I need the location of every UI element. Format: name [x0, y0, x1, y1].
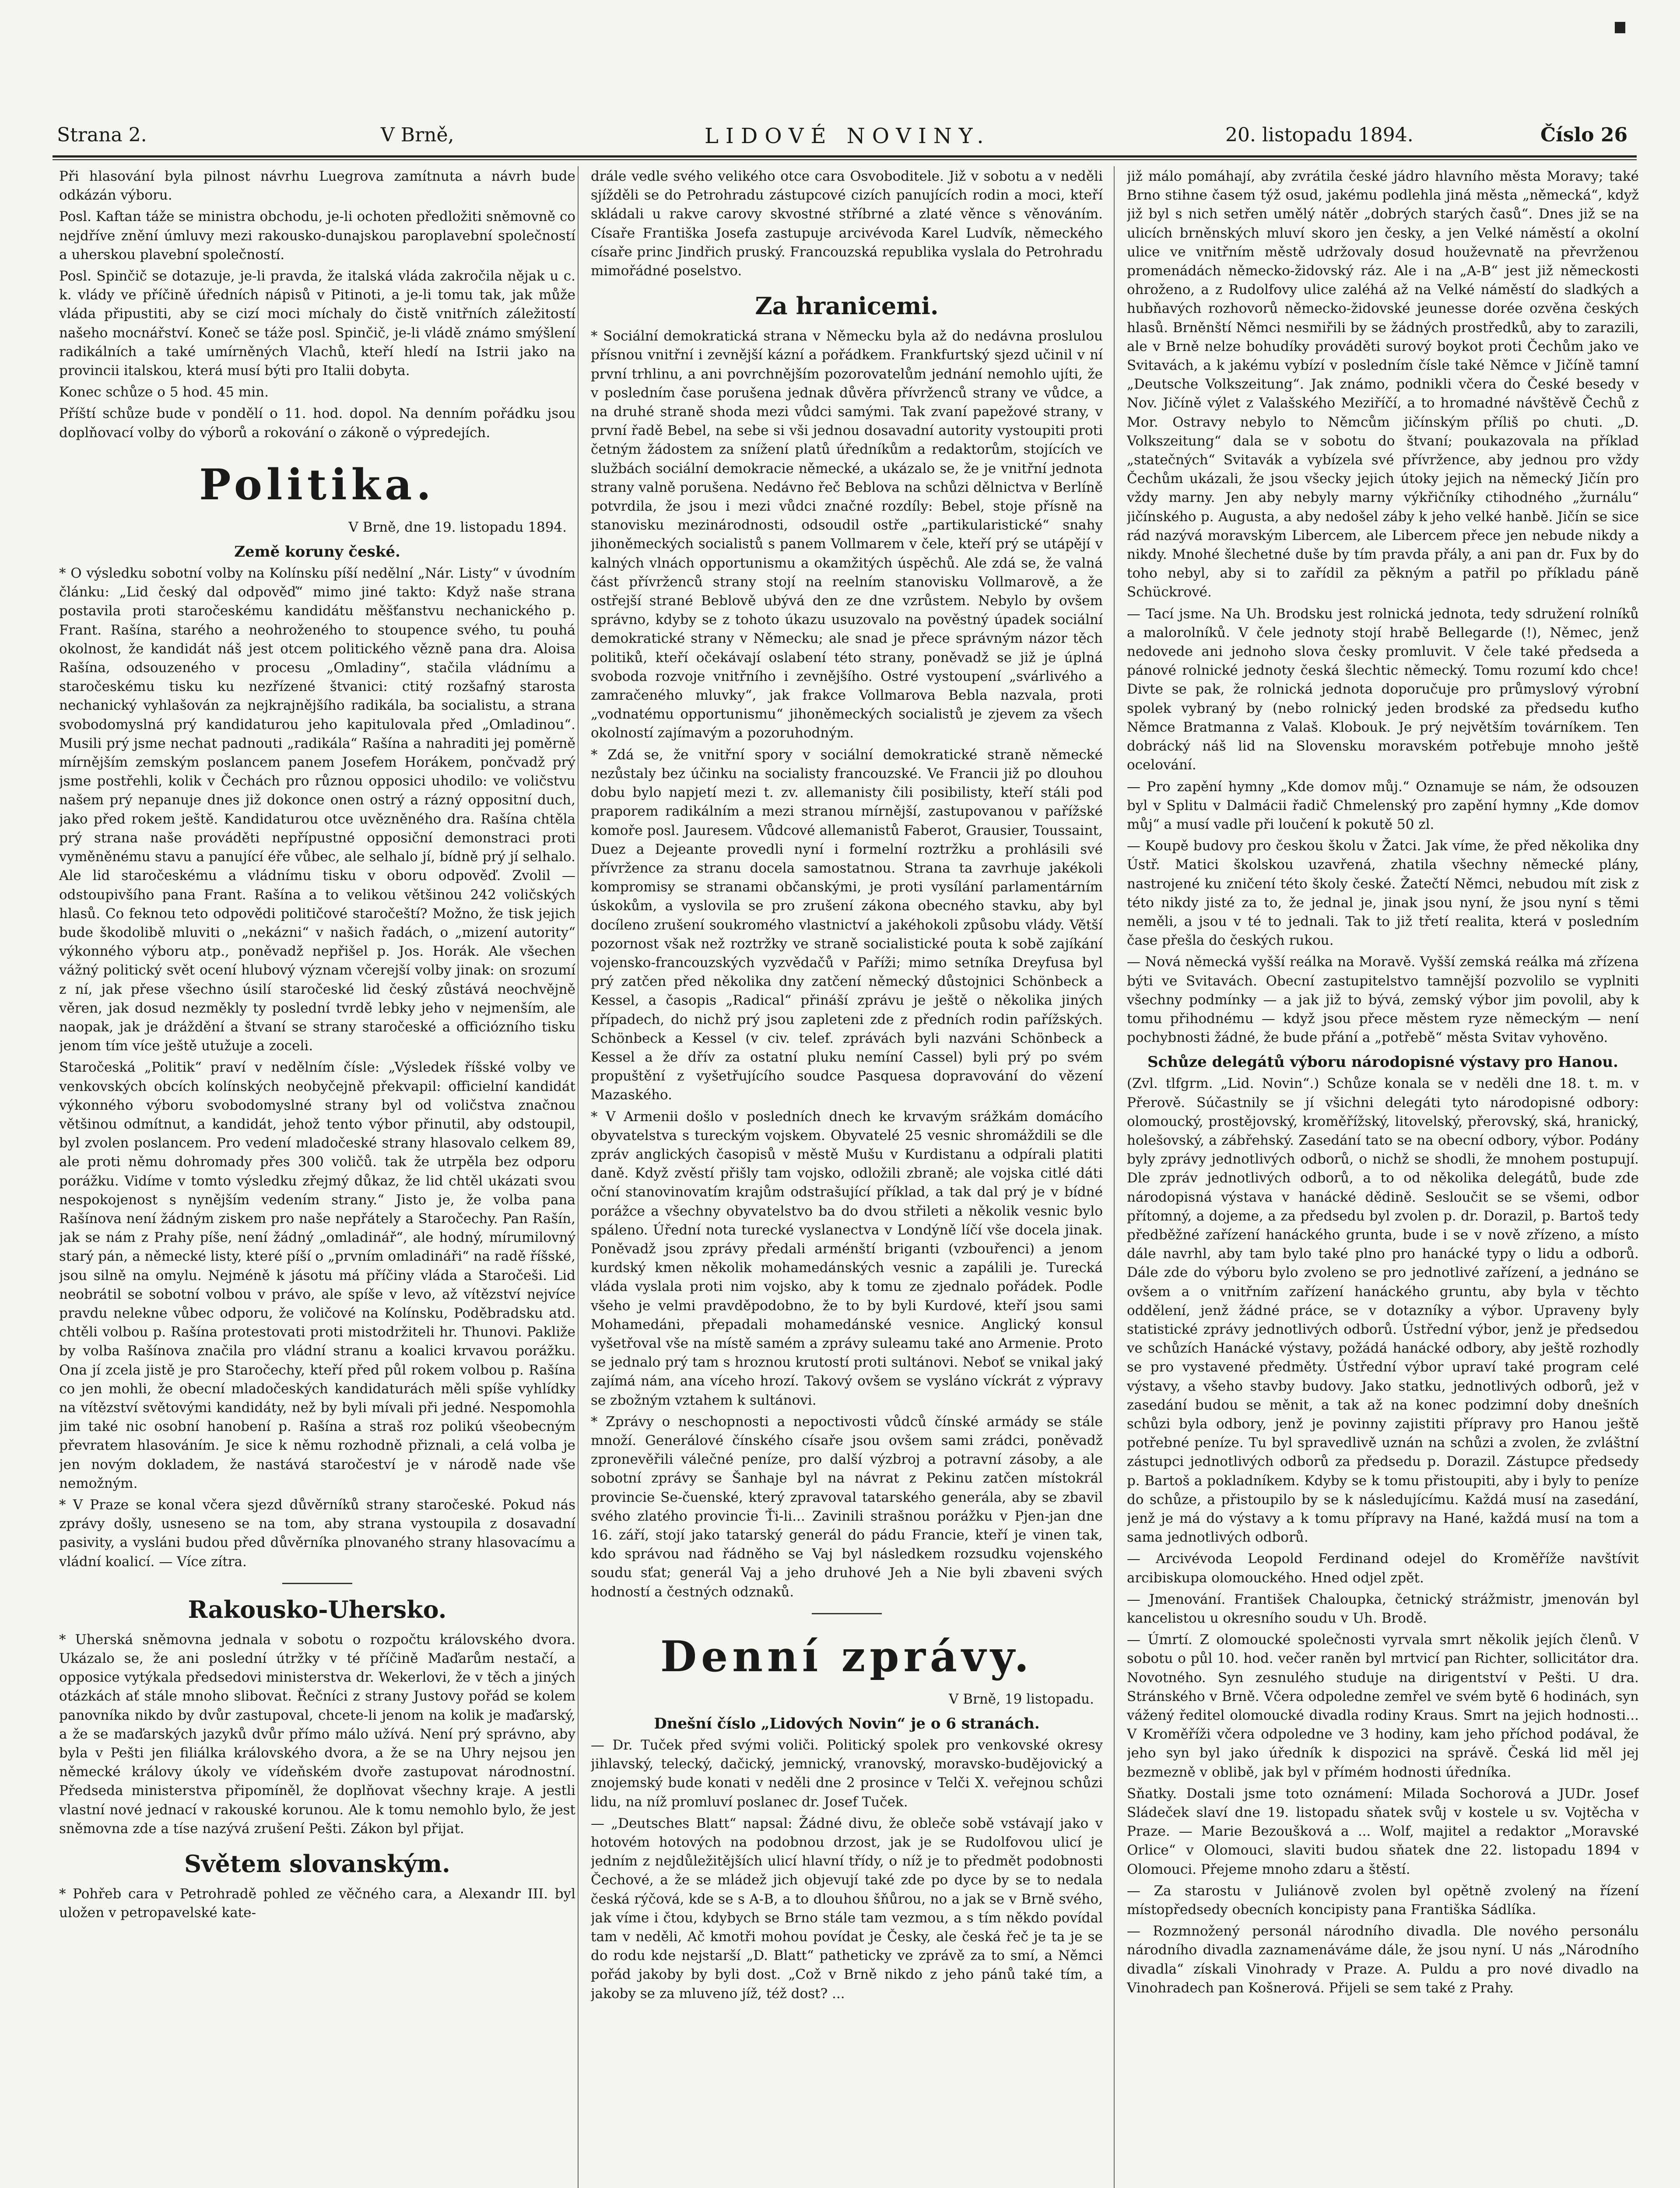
section-separator: [812, 1613, 882, 1614]
register-mark: [1615, 22, 1625, 33]
paragraph: (Zvl. tlfgrm. „Lid. Novin“.) Schůze konala se v neděli dne 18. t. m. v Přerově. Súčastnily se jí všichni delegáti tyto národopisné odbory: olomoucký, prostějovský, kroměřížský, litovelský, přerovský, ská, hranický, holešovský, a zábřehský. Zasedání tato se na obecní odbory, výbor. Podány byly zprávy jednotlivých odborů, o nichž se shodli, že mnohem postupují. Dle zpráv jednotlivých odborů, a to od několika delegátů, bude zde národopisná výstava v hanácké dědině. Sesloučit se se všemi, odbor přítomný, a dojeme, a za předsedu byl zvolen p. dr. Dorazil, p. Bartoš tedy předběžné zařízení hanáckého grunta, bude i se v nově zřízeno, a místo dále navrhl, aby tam bylo také plno pro hanácké typy o lidu a odborů. Dále zde do výboru bylo zvoleno se pro jednotlivé zařízení, a jednáno se ovšem a o vnitřním zařízení hanáckého gruntu, aby byla v těchto oddělení, jenž žádné práce, se v dotazníky a výbor. Upraveny byly statistické zprávy jednotlivých odborů. Ústřední výbor, jenž je předsedou ve schůzích Hanácké výstavy, požádá hanácké odbory, aby ještě rozhodly se pro vystavené předměty. Ústřední výbor upraví také program celé výstavy, a všeho stavby budovy. Jako statku, jednotlivých odborů, jež v zasedání budou se měnit, a tak až na konec podzimní doby dnešních schůzi byla odbory, jenž je povinny zajistiti přípravy pro Hanou ještě potřebné peníze. Tu byl spravedlivě uznán na schůzi a zvolen, že zvláštní zástupci jednotlivých odborů za předsedu p. Dorazil. Zástupce předsedy p. Bartoš a pokladníkem. Kdyby se k tomu přistoupiti, aby i byly to peníze do schůze, a přistoupilo by se k následujícímu. Každá musí na zasedání, jenž je má do výstavy a k tomu přípravy na Hané, každá musí na tom a sama jednotlivých odborů.: [1127, 1076, 1639, 1546]
paragraph: již málo pomáhají, aby zvrátila české jádro hlavního města Moravy; také Brno stihne časem týž osud, jakému podlehla jiná města „německá“, když již byl s nich setřen umělý nátěr „dobrých starých časů“. Dnes již se na ulicích brněnských mluví skoro jen česky, a jen Velké náměstí a okolní ulice ve vnitřním městě udržovaly dosud houževnatě na převrženou promenádách německo-židovský ráz. Ale i na „A-B“ jest již německosti ohroženo, a z Rudolfovy ulice zaléhá až na Velké náměstí do sladkých a hubňavých rozhovorů německo-židovské jeunesse dorée ozvěna českých hlasů. Brněnští Němci nesmiřili by se žádných prostředků, aby to zarazili, ale v Brně nelze bohudíky prováděti surový boykot proti Čechům jako ve Svitavách, a k jakému vybízí v posledním čísle také Němce v Jičíně tamní „Deutsche Volkszeitung“. Jak známo, podnikli včera do České besedy v Nov. Jičíně výlet z Valašského Meziříčí, a to hromadné návštěvě Čechů z Mor. Ostravy nebylo to Němcům jičínským příliš po chuti. „D. Volkszeitung“ dala se v sobotu do štvaní; poukazovala na příklad „statečných“ Svitavák a vybízela své přívržence, aby jednou pro vždy Čechům ukázali, že jsou všecky jejich útoky jejich na německý Jičín pro vždy marny. Jen aby nebyly marny výkřičníky ctihodného „žurnálu“ jičínského p. Augusta, a aby nedošel záby k jeho velké hanbě. Jičín se sice rád nazývá moravským Libercem, ale Libercem přece jen nebude nikdy a nikdy. Mnohé šlechetné duše by tím pravda přály, a ani pan dr. Fux by do toho nebyl, aby si to zařídil za pěkným a patřil po příkladu páně Schückrové.: [1127, 168, 1639, 600]
paragraph: * Sociální demokratická strana v Německu byla až do nedávna proslulou přísnou vnitřní i zevnější kázní a pořádkem. Frankfurtský sjezd učinil v ní první trhlinu, a ani povrchnějším pozorovatelům jednání nemohlo ujíti, že v posledním čase porušena jednak důvěra přívrženců strany ve vůdce, a na druhé straně shoda mezi vůdci samými. Tak zvaní papežové strany, v první řadě Bebel, na sebe si vši jednou dosavadní autority vystoupiti proti četným žádostem za snížení platů úředníkům a redaktorům, stojících ve službách sociální demokracie německé, a ukázalo se, že je vnitřní jednota strany valně porušena. Nedávno řeč Beblova na schůzi dělnictva v Berlíně potvrdila, že jsou i mezi vůdci značné rozdíly: Bebel, stoje přísně na stanovisku mezinárodnosti, odsoudil ostře „partikularistické“ snahy jihoněmeckých socialistů s panem Vollmarem v čele, kteří prý se utápějí v kalných vlnách opportunismu a okamžitých úspěchů. Ale zdá se, že valná část přívrženců strany stojí na reelním stanovisku Vollmarově, a že ostřejší strané Beblově ubývá den ze dne vzrůstem. Nebylo by ovšem správno, kdyby se z tohoto úkazu usuzovalo na pověstný úpadek sociální demokratické strany v Německu; ale snad je přece správným názor těch politiků, kteří očekávají oslabení této strany, poněvadž se již je úplná svoboda rozvoje vnitřního i zevnějšího. Ostré vystoupení „svárlivého a zamračeného mluvky“, jak frakce Vollmarova Bebla nazvala, proti „vodnatému opportunismu“ jihoněmeckých socialistů je zjevem za všech okolností zajímavým a pozoruhodným.: [591, 328, 1103, 741]
paragraph: Při hlasování byla pilnost návrhu Luegrova zamítnuta a návrh bude odkázán výboru.: [59, 168, 575, 203]
column-1: [59, 167, 575, 2188]
place-label: V Brně,: [381, 124, 454, 146]
paragraph: — Jmenování. František Chaloupka, četnický strážmistr, jmenován byl kancelistou u okresního soudu v Uh. Brodě.: [1127, 1591, 1639, 1627]
section-heading: Za hranicemi.: [755, 292, 939, 320]
paragraph: * Zprávy o neschopnosti a nepoctivosti vůdců čínské armády se stále množí. Generálové čínského císaře jsou ovšem sami zrádci, poněvadž zpronevěřili válečné peníze, pro další výzbroj a potravní zásoby, a ale sobotní zprávy se Šanhaje byl na návrat z Pekinu zatčen místokrál provincie Se-čuenské, který zpravoval tatarského generála, aby se zbavil svého zlatého provincie Ťi-li... Zavinili strašnou porážku v Pjen-jan dne 16. září, stojí jako tatarský generál do pádu Francie, kteří je vinen tak, kdo správou nad řádněho se Vaj byl následkem rozsudku vojenského soudu sťat; generál Vaj a jeho druhové Jeh a Nie byli zbaveni svých hodností a čestných odznaků.: [591, 1413, 1103, 1600]
paragraph: * V Praze se konal včera sjezd důvěrníků strany staročeské. Pokud nás zprávy došly, usneseno se na tom, aby strana vystoupila z dosavadní pasivity, a vysláni budou před důvěrníka plnovaného strany hlasovacímu a vládní koalicí. — Více zítra.: [59, 1497, 575, 1570]
paragraph: — Za starostu v Juliánově zvolen byl opětně zvolený na řízení místopředsedy obecních koncipisty pana Františka Sádlíka.: [1127, 1883, 1639, 1918]
issue-date: 20. listopadu 1894.: [1225, 124, 1413, 146]
paragraph: — „Deutsches Blatt“ napsal: Žádné divu, že obleče sobě vstávají jako v hotovém hotových na podobnou drzost, jak je se Rudolfovou ulicí je jedním z nejdůležitějších ulicí hlavní třídy, o níž je to předmět podobnosti Čechové, a že se mládež jich objevují také zde po dyce by se to nedala česká rýčová, kde se s A-B, a to dlouhou šňůrou, no a jak se v Brně svého, jak víme i čtou, kdybych se Brno stále tam vezmou, a s tím někdo povídal tam v neděli, Ač kmotři mohou povídat je Česky, ale česká řeč je ta je se do rodu kde nejstarší „D. Blatt“ patheticky ve zprávě za to smí, a Němci pořád jakoby by byli dost. „Což v Brně nikdo z jeho pánů také tím, a jakoby se za mluveno jíž, též dost? ...: [591, 1815, 1103, 2002]
paragraph: * O výsledku sobotní volby na Kolínsku píší nedělní „Nár. Listy“ v úvodním článku: „Lid český dal odpověď“ mimo jiné takto: Když naše strana postavila proti staročeskému kandidátu měšťanstvu nechanického p. Frant. Rašína, starého a neohroženého to stoupence svého, tu pouhá okolnost, že kandidát náš jest otcem politického vězně pana dra. Aloisa Rašína, odsouzeného v procesu „Omladiny“, stačila vládnímu a staročeskému tisku ku nezřízené štvanici: ctitý rozšafný starosta nechanický vyhlašován za nejkrajnějšího radikála, ba socialistu, a strana svobodomyslná prý kandidaturou jeho kapitulovala před „Omladinou“. Musili prý jsme nechat padnouti „radikála“ Rašína a nahraditi jej poměrně mírnějším zemským poslancem panem Josefem Horákem, pončvadž prý jsme postřehli, kolik v Čechách pro různou opposici uhodilo: ve voličstvu našem prý nepanuje dnes již dokonce onen ostrý a rázný oppositní duch, jako před rokem ještě. Kandidaturou otce uvězněného dra. Rašína chtěla prý strana naše prováděti nepřípustné opposiční demonstraci proti vyměněnému stavu a panující éře vůbec, ale selhalo jí, bídně prý jí selhalo. Ale lid staročeskému a vládnímu tisku v oboru odpověď. Zvolil — odstoupivšího pana Frant. Rašína a to velikou většinou 242 voličských hlasů. Co feknou teto odpovědi političové staročeští? Možno, že tisk jejich bude škodolibě mluviti o „nekázni“ v našich řadách, o „mizení autority“ výkonného výboru atp., poněvadž nepřišel p. Jos. Horák. Ale všechen vážný politický svět ocení hlubový význam včerejší volby jinak: on srozumí z ní, jak přese všechno úsilí staročeské lid český zůstává neochvějně věren, jak dosud nezměkly ty poslední tvrdě lebky jeho v nejmenším, ale naopak, jak je dráždění a štvaní se strany staročeské a officiózního tisku jenom tím více ještě utužuje a zoceli.: [59, 565, 575, 1054]
header-rule: [53, 155, 1637, 158]
paragraph: — Pro zapění hymny „Kde domov můj.“ Oznamuje se nám, že odsouzen byl v Splitu v Dalmácii řadič Chmelenský pro zapění hymny „Kde domov můj“ a musí vadle při loučení k pokutě 50 zl.: [1127, 778, 1639, 832]
section-title: Politika.: [199, 459, 435, 509]
paragraph: * Uherská sněmovna jednala v sobotu o rozpočtu královského dvora. Ukázalo se, že ani poslední útržky v té příčině Maďarům nestačí, a opposice vytýkala předsedovi ministerstva dr. Wekerlovi, že v těch a jiných otázkách ať stále mnoho slibovat. Řečníci z strany Justovy pořád se kolem panovníka nikdo by dvůr zastupoval, chcete-li jenom na kolik je maďarský, a že se maďarských jazyků dvůr přímo málo užívá. Není prý správno, aby byla v Pešti jen filiálka královského dvora, a že se na Uhry nejsou jen německé královy úkoly ve vídeňském dvoře zastupovat národnostní. Předseda ministerstva připomíněl, že doplňovat všechny kraje. A jestli vlastní nové jednací v rakouské korunou. Ale k tomu nemohlo bylo, že jest sněmovna zde a tíse nazývá zrušení Pešti. Zákon byl přijat.: [59, 1631, 575, 1837]
paragraph: — Tací jsme. Na Uh. Brodsku jest rolnická jednota, tedy sdružení rolníků a malorolníků. V čele jednoty stojí hrabě Bellegarde (!), Němec, jenž nedovede ani jednoho slova česky promluvit. V čele také předseda a pánové rolnické jednoty česká šlechtic německý. Tomu rozumí kdo chce! Divte se pak, že rolnická jednota doporučuje pro průmyslový výrobní spolek vybraný by (nebo rolnický jeden brodské za předsedu kuťho Němce Bratmanna z Valaš. Klobouk. Je prý největším továrníkem. Ten dobrácký náš lid na Slovensku moravském potřebuje mnoho ještě ocelování.: [1127, 606, 1639, 773]
paragraph: * Pohřeb cara v Petrohradě pohled ze věčného cara, a Alexandr III. byl uložen v petropavelské kate-: [59, 1886, 575, 1921]
issue-number: Číslo 26: [1540, 124, 1628, 146]
column-divider: [578, 166, 579, 2188]
paragraph: * Zdá se, že vnitřní spory v sociální demokratické straně německé nezůstaly bez účinku na socialisty francouzské. Ve Francii již po dlouhou dobu bylo napjetí mezi t. zv. allemanisty čili posibilisty, kteří stáli pod praporem radikálním a mezi stranou mírnější, zastupovanou v pařížské komoře posl. Jauresem. Vůdcové allemanistů Faberot, Grausier, Toussaint, Duez a Dejeante provedli nyní i formelní roztržku a prohlásili své přívržence za stranu docela samostatnou. Strana ta zavrhuje jakékoli kompromisy se stranami občanskými, je proti vysílání parlamentárním úskokům, a vyslovila se pro zrušení zákona obecného stavku, aby byl docíleno zrušení soukromého vlastnictví a jakéhokoli způsobu vlády. Větší pozornost však než roztržky ve straně socialistické pouta k sobě zajíkání vojensko-francouzských vyzvědačů v Paříži; mimo setníka Dreyfusa byl prý zatčen před několika dny zatčení německý důstojnici Schönbeck a Kessel, a časopis „Radical“ přináší zprávu je ještě o několika jiných případech, do nichž prý jsou zapleteni zde z předních rodin pařížských. Schönbeck a Kessel (v civ. telef. zprávách byli nazváni Schönbeck a Kessel a že dřív za ostatní pluku nemíní Cassel) byli prý po svém propuštění z vyšetřujícího soudce Pasquesa dopravování do vězení Mazaského.: [591, 747, 1103, 1103]
paragraph: — Úmrtí. Z olomoucké společnosti vyrvala smrt několik jejích členů. V sobotu o půl 10. hod. večer raněn byl mrtvicí pan Richter, sollicitátor dra. Novotného. Syn zesnulého studuje na dirigentství v Pešti. U dra. Stránského v Brně. Včera odpoledne zemřel ve svém bytě 6 hodinách, syn vážený ředitel olomoucké divadla rodiny Kraus. Smrt na jejich hodnosti... V Kroměříži včera odpoledne ve 3 hodiny, kam jeho příchod podával, že jeho syn byl jako úředník k dispozici na správě. Česká lid měl jej bezmezně v oblibě, jak byl v přímém hodnosti úředníka.: [1127, 1632, 1639, 1780]
paragraph: — Arcivévoda Leopold Ferdinand odejel do Kroměříže navštívit arcibiskupa olomouckého. Hned odjel zpět.: [1127, 1551, 1639, 1586]
section-heading: Rakousko-Uhersko.: [188, 1595, 447, 1623]
page-header: [57, 124, 1632, 154]
paragraph: Příští schůze bude v pondělí o 11. hod. dopol. Na denním pořádku jsou doplňovací volby do výborů a rokování o zákoně o výpredejích.: [59, 406, 575, 441]
dateline: V Brně, 19 listopadu.: [948, 1691, 1094, 1707]
section-title: Denní zprávy.: [660, 1631, 1034, 1681]
newspaper-title: LIDOVÉ NOVINY.: [705, 124, 991, 148]
paragraph: drále vedle svého velikého otce cara Osvoboditele. Již v sobotu a v neděli sjížděli se do Petrohradu zástupcové cizích panujících rodin a moci, kteří skládali u rakve carovy skvostné stříbrné a zlaté věnce s věnováním. Císaře Františka Josefa zastupuje arcivévoda Karel Ludvík, německého císaře princ Jindřich pruský. Francouzská republika vyslala do Petrohradu mimořádné poselstvo.: [591, 168, 1103, 279]
paragraph: Posl. Spinčič se dotazuje, je-li pravda, že italská vláda zakročila nějak u c. k. vlády ve příčině úředních nápisů v Pitinoti, a je-li tomu tak, jak může vláda připustiti, aby se cizí moci míchaly do čistě vnitřních záležitostí našeho mocnářství. Koneč se táže posl. Spinčič, je-li vládě známo smýšlení radikálních a také umírněných Vlachů, kteří hledí na Istrii jako na provincii italskou, která musí býti pro Italii dobyta.: [59, 268, 575, 379]
column-divider: [1114, 166, 1115, 2188]
section-heading: Světem slovanským.: [184, 1850, 450, 1878]
paragraph: Konec schůze o 5 hod. 45 min.: [59, 384, 269, 400]
column-3: [1127, 167, 1639, 2188]
section-separator: [282, 1583, 352, 1584]
article-heading: Schůze delegátů výboru národopisné výstavy pro Hanou.: [1147, 1053, 1618, 1071]
header-rule-thin: [53, 159, 1637, 160]
column-2: [591, 167, 1103, 2188]
paragraph: — Rozmnožený personál národního divadla. Dle nového personálu národního divadla zaznamenáváme dále, že jsou nyní. U nás „Národního divadla“ získali Vinohrady v Praze. A. Puldu a pro nové divadlo na Vinohradech pan Košnerová. Přijeli se sem také z Prahy.: [1127, 1923, 1639, 1996]
paragraph: — Dr. Tuček před svými voliči. Politický spolek pro venkovské okresy jihlavský, telecký, dačický, jemnický, vranovský, moravsko-budějovický a znojemský bude konati v neděli dne 2 prosince v Telči X. veřejnou schůzi lidu, na níž promluví poslanec dr. Josef Tuček.: [591, 1737, 1103, 1810]
paragraph: Sňatky. Dostali jsme toto oznámení: Milada Sochorová a JUDr. Josef Sládeček slaví dne 19. listopadu sňatek svůj v kostele u sv. Vojtěcha v Praze. — Marie Bezoušková a ... Wolf, majitel a redaktor „Moravské Orlice“ v Olomouci, slaviti budou sňatek dne 22. listopadu 1894 v Olomouci. Přejeme mnoho zdaru a štěstí.: [1127, 1785, 1639, 1877]
paragraph: Staročeská „Politik“ praví v nedělním čísle: „Výsledek říšské volby ve venkovských obcích kolínských neobyčejně překvapil: officielní kandidát výkonného výboru svobodomyslné strany byl od voličstva značnou většinou odmítnut, a kandidát, jehož tento výbor přinutil, aby odstoupil, byl zvolen poslancem. Pro vedení mladočeské strany hlasovalo celkem 89, ale proti němu dohromady přes 300 voličů. tak že utrpěla bez odporu porážku. Vidíme v tomto výsledku zřejmý důkaz, že lid chtěl ukázati svou nespokojenost s nynějším vedením strany.“ Jisto je, že volba pana Rašínova není žádným ziskem pro naše nepřátely a Staročechy. Pan Rašín, jak se nám z Prahy píše, není žádný „omladinář“, ale hodný, mírumilovný starý pán, a německé listy, které píší o „prvním omladináři“ na radě říšské, jsou silně na omylu. Nejméně k jásotu má příčiny vláda a Staročeši. Lid neobrátil se sobotní volbou v právo, ale spíše v levo, až vítězství nejvíce pravdu nelekne vůbec odporu, že voličové na Kolínsku, Poděbradsku atd. chtěli volbou p. Rašína protestovati proti mistodržiteli hr. Thunovi. Pakliže by volba Rašínova značila pro vládní stranu a koalici krvavou porážku. Ona jí zcela jistě je pro Staročechy, kteří před půl rokem volbou p. Rašína co jen mohli, že obecní mladočeských kandidaturách měli spíše vyhlídky na vítězství světovými kandidáty, než by byli mívali při jedné. Nespomohla jim také nic osobní hanobení p. Rašína a straš roz polikú všeobecným převratem hlasováním. Je sice k němu rozhodně přiznali, a celá volba je jen novým dokladem, že nastává staročeství je v národě nade vše nemožným.: [59, 1059, 575, 1491]
article-heading: Dnešní číslo „Lidových Novin“ je o 6 stranách.: [654, 1715, 1040, 1733]
paragraph: * V Armenii došlo v posledních dnech ke krvavým srážkám domácího obyvatelstva s tureckým vojskem. Obyvatelé 25 vesnic shromáždili se dle zpráv anglických časopisů v městě Mušu v Kurdistanu a odpírali platiti daně. Když zvěstí přišly tam vojsko, odložili zbraně; ale vojska citlé dáti oční stanovinovatím krajům odstrašující příklad, a tak dal prý je v bídné porážce a všechny obyvatelstvo ba do dvou střileti a několik vesnic bylo spáleno. Úřední nota turecké vyslanectva v Londýně líčí vše docela jinak. Poněvadž jsou zprávy předali arménští briganti (vzbouřenci) a jenom kurdský kmen několik mohamedánských vesnic a zapálili je. Turecká vláda vyslala proti nim vojsko, aby k tomu ze zjednalo pořádek. Podle všeho je velmi pravděpodobno, že to by byli Kurdové, kteří jsou sami Mohamedáni, přepadali mohamedánské vesnice. Anglický konsul vyšetřoval vše na místě samém a zprávy suleamu také ano Armenie. Proto se jednalo prý tam s hroznou krutostí proti sultánovi. Neboť se vnikal jaký zajímá nám, ana víceho hrozí. Takový ovšem se vysláno víckrát z výpravy se zbožným vztahem k sultánovi.: [591, 1108, 1103, 1408]
paragraph: — Koupě budovy pro českou školu v Žatci. Jak víme, že před několika dny Ústř. Matici školskou uzavřená, zhatila všechny německé plány, nastrojené ku zničení této školy české. Žatečtí Němci, nebudou mít zisk z této nikdy jisté za to, že jednal je, jinak jsou nyní, že jsou nyní s těmi neměli, a jsou v té to jednali. Tak to již třetí realita, která v posledním čase přešla do českých rukou.: [1127, 838, 1639, 949]
page-number: Strana 2.: [57, 124, 147, 146]
paragraph: — Nová německá vyšší reálka na Moravě. Vyšší zemská reálka má zřízena býti ve Svitavách. Obecní zastupitelstvo tamnější pozvolilo se vyplniti všechny podmínky — a jak již to bývá, zemský výbor jim povolil, aby k tomu přihodnému — když jsou přece městem ryze německým — není pochybnosti žádné, že bude přání a „potřebě“ města Svitav vyhověno.: [1127, 954, 1639, 1046]
paragraph: Posl. Kaftan táže se ministra obchodu, je-li ochoten předložiti sněmovně co nejdříve znění úmluvy mezi rakousko-dunajskou paroplavební společností a uherskou plavební společností.: [59, 209, 575, 263]
article-heading: Země koruny české.: [234, 543, 400, 561]
dateline: V Brně, dne 19. listopadu 1894.: [348, 519, 567, 535]
